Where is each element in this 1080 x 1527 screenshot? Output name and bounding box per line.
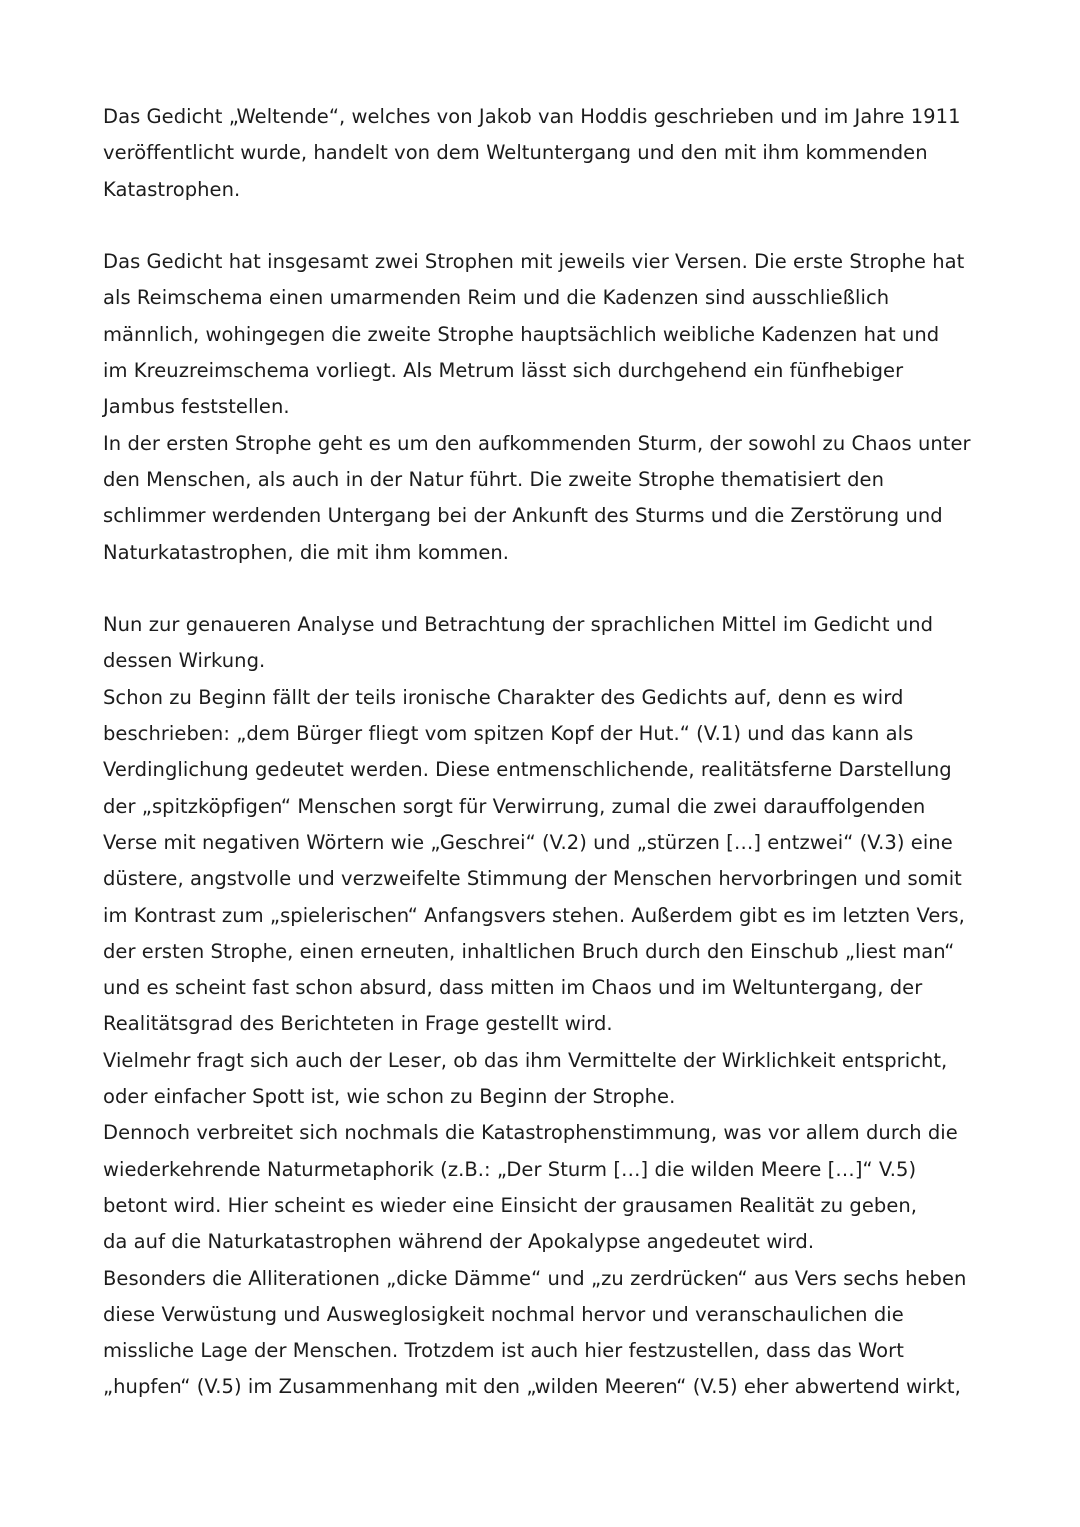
text-line: den Menschen, als auch in der Natur führt. Die zweite Strophe thematisiert den [103, 467, 885, 491]
paragraph [103, 99, 983, 208]
text-line: Nun zur genaueren Analyse und Betrachtung der sprachlichen Mittel im Gedicht und [103, 613, 934, 637]
text-line: und es scheint fast schon absurd, dass mitten im Chaos und im Weltuntergang, der [103, 976, 923, 1000]
text-line: Naturkatastrophen, die mit ihm kommen. [103, 540, 510, 564]
text-line: dessen Wirkung. [103, 649, 266, 673]
text-line: schlimmer werdenden Untergang bei der Ankunft des Sturms und die Zerstörung und [103, 504, 943, 528]
text-line: männlich, wohingegen die zweite Strophe hauptsächlich weibliche Kadenzen hat und [103, 322, 940, 346]
paragraph [103, 680, 983, 1043]
paragraph-gap [103, 571, 983, 607]
paragraph [103, 607, 983, 680]
text-line: Realitätsgrad des Berichteten in Frage gestellt wird. [103, 1012, 613, 1036]
text-line: Dennoch verbreitet sich nochmals die Katastrophenstimmung, was vor allem durch die [103, 1121, 958, 1145]
text-line: missliche Lage der Menschen. Trotzdem ist auch hier festzustellen, dass das Wort [103, 1339, 904, 1363]
paragraph [103, 1115, 983, 1260]
paragraph [103, 244, 983, 425]
paragraph [103, 1261, 983, 1406]
text-line: Verdinglichung gedeutet werden. Diese entmenschlichende, realitätsferne Darstellung [103, 758, 952, 782]
text-line: da auf die Naturkatastrophen während der Apokalypse angedeutet wird. [103, 1230, 815, 1254]
text-line: diese Verwüstung und Ausweglosigkeit nochmal hervor und veranschaulichen die [103, 1302, 904, 1326]
paragraph [103, 426, 983, 571]
text-line: In der ersten Strophe geht es um den aufkommenden Sturm, der sowohl zu Chaos unter [103, 431, 971, 455]
text-line: betont wird. Hier scheint es wieder eine Einsicht der grausamen Realität zu geben, [103, 1193, 918, 1217]
text-line: Das Gedicht „Weltende“, welches von Jakob van Hoddis geschrieben und im Jahre 1911 [103, 105, 961, 128]
text-line: beschrieben: „dem Bürger fliegt vom spitzen Kopf der Hut.“ (V.1) und das kann als [103, 722, 914, 746]
text-line: Katastrophen. [103, 177, 241, 201]
text-line: veröffentlicht wurde, handelt von dem Weltuntergang und den mit ihm kommenden [103, 141, 928, 165]
text-line: oder einfacher Spott ist, wie schon zu Beginn der Strophe. [103, 1085, 676, 1109]
text-line: Verse mit negativen Wörtern wie „Geschrei“ (V.2) und „stürzen […] entzwei“ (V.3) eine [103, 830, 953, 854]
text-line: wiederkehrende Naturmetaphorik (z.B.: „Der Sturm […] die wilden Meere […]“ V.5) [103, 1157, 917, 1181]
text-line: im Kontrast zum „spielerischen“ Anfangsvers stehen. Außerdem gibt es im letzten Vers, [103, 903, 965, 927]
text-line: Jambus feststellen. [103, 395, 290, 419]
paragraph-gap [103, 208, 983, 244]
text-line: düstere, angstvolle und verzweifelte Stimmung der Menschen hervorbringen und somit [103, 867, 962, 891]
text-line: der „spitzköpfigen“ Menschen sorgt für Verwirrung, zumal die zwei darauffolgenden [103, 794, 926, 818]
text-line: als Reimschema einen umarmenden Reim und die Kadenzen sind ausschließlich [103, 286, 890, 310]
text-line: Besonders die Alliterationen „dicke Dämme“ und „zu zerdrücken“ aus Vers sechs heben [103, 1266, 967, 1290]
text-line: Schon zu Beginn fällt der teils ironische Charakter des Gedichts auf, denn es wird [103, 685, 904, 709]
text-line: im Kreuzreimschema vorliegt. Als Metrum lässt sich durchgehend ein fünfhebiger [103, 359, 904, 383]
essay-text [103, 99, 983, 1406]
text-line: der ersten Strophe, einen erneuten, inhaltlichen Bruch durch den Einschub „liest man“ [103, 939, 955, 963]
text-line: „hupfen“ (V.5) im Zusammenhang mit den „wilden Meeren“ (V.5) eher abwertend wirkt, [103, 1375, 961, 1399]
paragraph [103, 1043, 983, 1116]
text-line: Das Gedicht hat insgesamt zwei Strophen mit jeweils vier Versen. Die erste Strophe hat [103, 250, 965, 274]
text-line: Vielmehr fragt sich auch der Leser, ob das ihm Vermittelte der Wirklichkeit entspricht, [103, 1048, 948, 1072]
